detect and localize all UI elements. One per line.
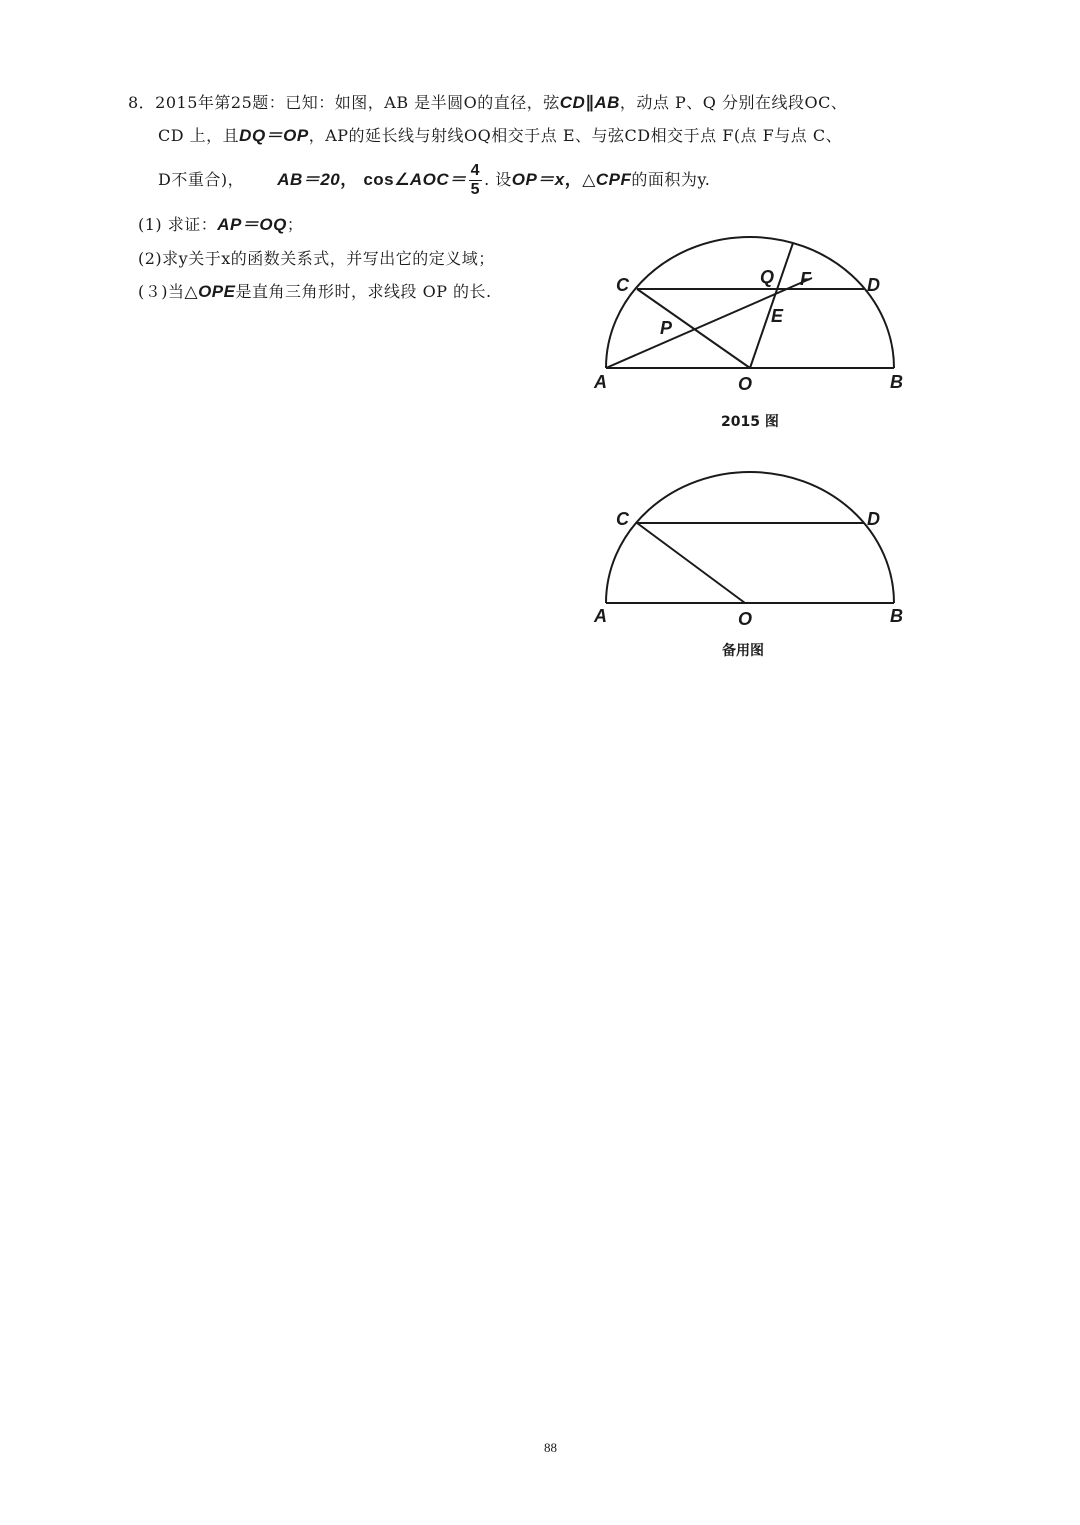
aoc-expr: AOC＝ [409,170,467,189]
label-c: C [616,275,629,295]
op-x-expr: OP＝x [511,170,565,189]
label-q: Q [760,267,775,287]
problem-line-2-text-b: ，AP的延长线与射线OQ相交于点 E、与弦CD相交于点 F(点 F与点 C、 [308,126,843,145]
label-p: P [660,318,673,338]
chord-parallel-expr: CD∥AB [559,93,620,112]
triangle-symbol-2: △ [184,282,199,301]
label-d: D [867,275,880,295]
problem-line-3-text-b: . 设 [484,170,512,189]
comma-sep: ， [340,170,358,189]
comma-sep-2: ， [564,170,583,189]
fraction-denominator: 5 [470,181,481,198]
semicircle-arc-2 [606,472,894,603]
question-3-end: 是直角三角形时，求线段 OP 的长. [235,282,492,301]
fraction-4-5 [469,162,482,199]
triangle-symbol: △ [582,170,596,189]
question-3-text: (３)当 [138,282,185,301]
figure-2015 [590,230,930,400]
label-o: O [738,374,753,394]
question-2 [138,249,495,269]
question-1-end: ； [286,215,304,234]
question-2-text: (2)求y关于x的函数关系式，并写出它的定义域； [138,249,495,268]
problem-line-1-text-b: ，动点 P、Q 分别在线段OC、 [619,93,848,112]
problem-line-3 [158,160,710,200]
page-number: 88 [544,1440,557,1455]
label-a-2: A [594,606,607,626]
question-3 [138,282,492,302]
question-1 [138,215,303,235]
label-d-2: D [867,509,880,529]
label-b-2: B [890,606,903,626]
problem-line-2-text: CD 上，且 [158,126,240,145]
cpf-expr: CPF [595,170,632,189]
problem-line-1 [128,93,847,113]
segment-oc [637,289,750,368]
problem-line-3-text-c: 的面积为y. [631,170,711,189]
label-a: A [594,372,607,392]
problem-line-3-text: D不重合)， [158,170,245,189]
label-o-2: O [738,609,753,629]
question-1-text: (1) 求证： [138,215,218,234]
fraction-numerator: 4 [470,162,481,179]
label-b: B [890,372,903,392]
figure-spare [590,460,930,630]
ab-expr: AB＝20 [277,170,341,189]
ope-expr: OPE [198,282,236,301]
ap-oq-expr: AP＝OQ [217,215,287,234]
problem-line-2 [158,126,842,146]
dq-op-expr: DQ＝OP [239,126,309,145]
label-f: F [800,269,811,289]
figure-spare-caption: 备用图 [722,643,764,659]
segment-oc-2 [637,523,745,603]
cos-label: cos∠ [363,170,410,189]
label-e: E [771,306,784,326]
label-c-2: C [616,509,629,529]
problem-line-1-text: 8．2015年第25题：已知：如图，AB 是半圆O的直径，弦 [128,93,560,112]
figure-2015-caption: 2015 图 [721,414,779,430]
